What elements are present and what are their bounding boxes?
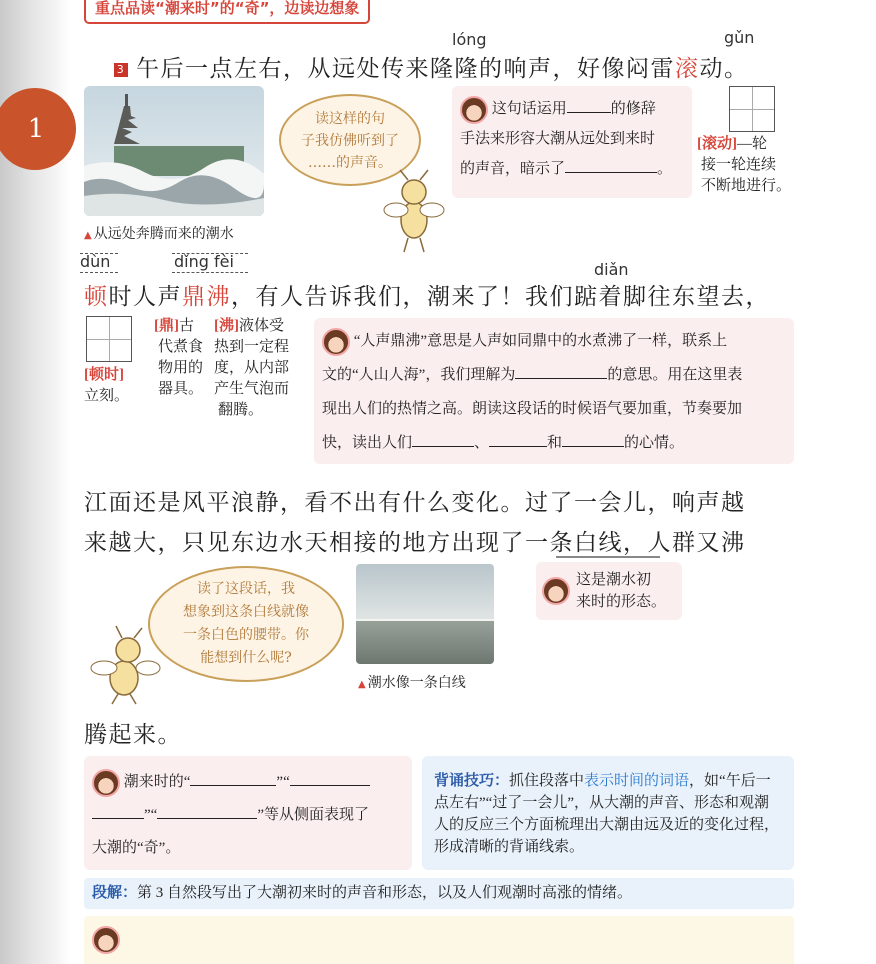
note4-text: ”“ (144, 807, 158, 823)
blank-field[interactable] (290, 771, 370, 786)
note3-text: 来时的形态。 (576, 594, 667, 610)
note2-text: 和 (547, 435, 563, 451)
note-box-rhetoric (452, 86, 692, 198)
pinyin-dian: diǎn (594, 260, 629, 279)
gloss-ding-text: 物用的 (158, 360, 204, 376)
word-dingfei: 鼎沸 (182, 284, 231, 310)
para3-line5: 腾起来。 (84, 722, 182, 748)
note2-text: 、 (474, 435, 490, 451)
teacher-avatar-icon (92, 926, 120, 954)
word-gun: 滚 (675, 56, 700, 82)
writing-grid-dun[interactable] (86, 316, 132, 362)
blank-field[interactable] (515, 364, 607, 379)
bubble1-line: ……的声音。 (308, 155, 392, 171)
note-box-side-description (84, 756, 412, 870)
pinyin-long: lóng (452, 30, 487, 49)
gloss-fei-text: 液体受 (239, 318, 285, 334)
gloss-ding-text: 代煮食 (158, 339, 204, 355)
line1-text: 午后一点左右，从远处传来隆隆的响声，好像闷雷 (136, 56, 675, 82)
page-number-badge: 1 (0, 88, 76, 170)
gloss-fei-text: 度，从内部 (214, 360, 290, 376)
gloss-fei: [沸]液体受 热到一定程 度，从内部 产生气泡而 翻腾。 (214, 316, 289, 421)
photo1-caption-text: 从远处奔腾而来的潮水 (93, 226, 234, 242)
paragraph-number: 3 (114, 63, 128, 77)
gloss-dun: [顿时] 立刻。 (84, 365, 129, 407)
tip-highlight: 表示时间的词语 (584, 773, 690, 789)
teacher-avatar-icon (322, 328, 350, 356)
paragraph-summary (84, 878, 794, 909)
pinyin-ding: dǐng (174, 252, 209, 271)
line2-text: ，有人告诉我们，潮来了！我们踮着脚往东望去， (231, 284, 770, 310)
bubble2-line: 读了这段话，我 (197, 581, 295, 597)
note1-text: 这句话运用 (491, 101, 567, 117)
para3-line4: 来越大，只见东边水天相接的地方出现了一条白线，人群又沸 (84, 530, 746, 556)
writing-grid-gun[interactable] (729, 86, 775, 132)
note1-text: 。 (657, 161, 673, 177)
gloss-ding: [鼎]古 代煮食 物用的 器具。 (154, 316, 203, 400)
pinyin-fei: fèi (214, 252, 234, 271)
tip-text: 抓住段落中 (509, 773, 585, 789)
para3-line3: 江面还是风平浪静，看不出有什么变化。过了一会儿，响声越 (84, 490, 746, 516)
gloss-dun-text: 立刻。 (84, 388, 130, 404)
blank-field[interactable] (190, 771, 276, 786)
bubble1-line: 读这样的句 (315, 111, 385, 127)
photo2-caption: ▲ 潮水像一条白线 (358, 675, 466, 691)
answer-area[interactable] (84, 916, 794, 964)
gloss-ding-text: 古 (179, 318, 195, 334)
note-box-dingfei (314, 318, 794, 464)
bubble1-line: 子我仿佛听到了 (301, 133, 399, 149)
thought-bubble-2 (148, 566, 344, 682)
pinyin-line (80, 272, 118, 273)
tide-photo-2 (356, 564, 494, 664)
bee-mascot-icon (378, 168, 448, 254)
note4-text: 大潮的“奇”。 (92, 840, 181, 856)
gloss-fei-text: 产生气泡而 (214, 381, 290, 397)
para3-line1 (114, 50, 749, 83)
memorization-tip-box (422, 756, 794, 870)
white-line-underline (556, 556, 660, 558)
blank-field[interactable] (157, 804, 257, 819)
summary-label: 段解： (92, 885, 138, 901)
blank-field[interactable] (567, 98, 611, 113)
note4-text: ”等从侧面表现了 (257, 807, 369, 823)
line1-end: 动。 (699, 56, 749, 82)
bubble2-line: 能想到什么呢? (200, 650, 292, 666)
gloss-gun: [滚动]—轮 接一轮连续 不断地进行。 (697, 134, 791, 197)
gloss-fei-text: 翻腾。 (218, 402, 264, 418)
para3-line2 (84, 278, 770, 311)
pinyin-gun: gǔn (724, 28, 755, 47)
blank-field[interactable] (489, 432, 547, 447)
gloss-gun-term: 滚动 (702, 136, 733, 152)
note1-text: 的修辞 (610, 101, 656, 117)
gloss-ding-term: 鼎 (159, 318, 175, 334)
gloss-fei-text: 热到一定程 (214, 339, 290, 355)
gloss-gun-text: 不断地进行。 (701, 178, 792, 194)
bubble2-line: 想象到这条白线就像 (183, 604, 309, 620)
note2-text: 快，读出人们 (322, 435, 413, 451)
gloss-fei-term: 沸 (219, 318, 235, 334)
note2-text: 现出人们的热情之高。朗读这段话的时候语气要加重，节奏要加 (322, 401, 743, 417)
blank-field[interactable] (565, 158, 657, 173)
gloss-dun-term: 顿时 (89, 367, 120, 383)
blank-field[interactable] (562, 432, 624, 447)
pinyin-line (172, 272, 248, 273)
note1-text: 手法来形容大潮从远处到来时 (460, 131, 656, 147)
word-dun: 顿 (84, 284, 109, 310)
note2-text: 文的“人山人海”，我们理解为 (322, 367, 516, 383)
note2-text: 的心情。 (624, 435, 685, 451)
section-tag: 重点品读“潮来时”的“奇”，边读边想象 (84, 0, 370, 24)
blank-field[interactable] (92, 804, 144, 819)
gloss-gun-text: 接一轮连续 (701, 157, 777, 173)
tide-photo-1 (84, 86, 264, 216)
summary-text: 第 3 自然段写出了大潮初来时的声音和形态，以及人们观潮时高涨的情绪。 (137, 885, 633, 901)
note-box-white-line (536, 562, 682, 620)
teacher-avatar-icon (460, 96, 488, 124)
gloss-gun-text: —轮 (737, 136, 768, 152)
bee-mascot-icon (88, 624, 162, 706)
note3-text: 这是潮水初 (576, 572, 652, 588)
blank-field[interactable] (412, 432, 474, 447)
photo2-caption-text: 潮水像一条白线 (367, 675, 466, 691)
line2-text: 时人声 (108, 284, 182, 310)
tip-text: ，如“午后一点左右”“过了一会儿”，从大潮的声音、形态和观潮人的反应三个方面梳理出大潮由远及近的变化过程，形成清晰的背诵线索。 (434, 773, 780, 855)
note4-text: ”“ (276, 774, 290, 790)
gloss-ding-text: 器具。 (158, 381, 204, 397)
bubble2-line: 一条白色的腰带。你 (183, 627, 309, 643)
pinyin-dun: dùn (80, 252, 111, 271)
note2-text: 的意思。用在这里表 (607, 367, 743, 383)
tip-label: 背诵技巧： (434, 773, 510, 789)
photo1-caption: ▲ 从远处奔腾而来的潮水 (84, 226, 234, 242)
teacher-avatar-icon (542, 577, 570, 605)
note4-text: 潮来时的“ (123, 774, 191, 790)
note1-text: 的声音，暗示了 (460, 161, 566, 177)
teacher-avatar-icon (92, 769, 120, 797)
note2-text: “人声鼎沸”意思是人声如同鼎中的水煮沸了一样，联系上 (353, 333, 728, 349)
